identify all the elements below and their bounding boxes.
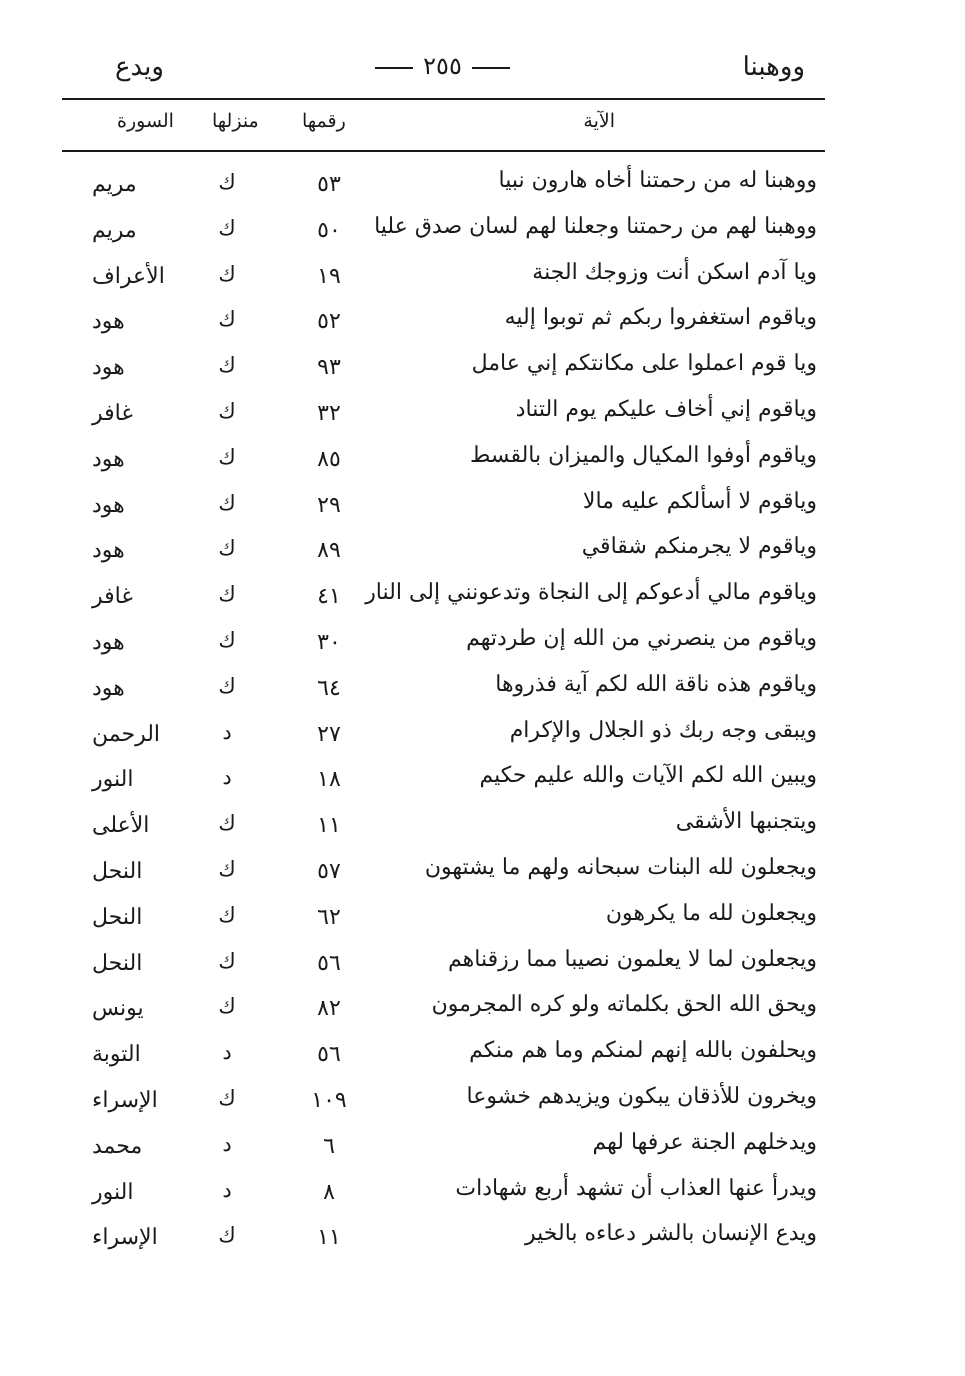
sura-name: يونس [92,996,144,1022]
sura-name: هود [92,538,125,564]
sura-name: هود [92,629,125,655]
sura-name: مريم [92,172,137,197]
table-row [62,160,825,206]
verse-text: ويجعلون لله ما يكرهون [605,900,817,926]
verse-text: وياقوم أوفوا المكيال والميزان بالقسط [469,442,817,468]
revelation-place: ك [218,536,236,561]
table-row [62,389,825,435]
table-row [62,664,825,710]
sura-name: هود [92,446,125,472]
revelation-place: ك [218,673,236,698]
sura-name: الإسراء [92,1087,158,1113]
verse-text: ويدرأ عنها العذاب أن تشهد أربع شهادات [455,1175,817,1201]
table-row [62,984,825,1030]
verse-number: ٨٩ [317,538,341,564]
verse-number: ٣٠ [317,629,341,655]
verse-text: ويدخلهم الجنة عرفها لهم [592,1129,817,1155]
sura-name: النحل [92,950,143,976]
verse-text: ويبين الله لكم الآيات والله عليم حكيم [479,763,817,789]
sura-name: النور [92,767,134,793]
revelation-place: ك [218,811,236,836]
column-header-verse: الآية [583,110,615,132]
running-head [60,52,825,96]
last-entry-word: ويدع [115,52,164,82]
page-number: ٢٥٥ [423,52,462,80]
verse-text: ويحلفون بالله إنهم لمنكم وما هم منكم [469,1038,817,1064]
table-row [62,618,825,664]
table-row [62,1076,825,1122]
sura-name: هود [92,309,125,335]
revelation-place: ك [218,902,236,927]
verse-number: ٣٢ [317,400,341,426]
column-header-place: منزلها [212,110,259,132]
verse-text: وياقوم مالي أدعوكم إلى النجاة وتدعونني إلى النار [365,580,817,606]
verse-number: ٥٧ [317,858,341,884]
table-row [62,939,825,985]
revelation-place: ك [218,170,236,194]
verse-text: ويا آدم اسكن أنت وزوجك الجنة [532,259,817,285]
table-row [62,1213,825,1259]
revelation-place: ك [218,1085,236,1110]
table-row [62,481,825,527]
revelation-place: ك [218,490,236,515]
verse-number: ٦ [323,1133,335,1159]
verse-text: وياقوم لا أسألكم عليه مالا [582,488,817,514]
sura-name: غافر [92,584,133,610]
revelation-place: ك [218,627,236,652]
column-header-rule [62,150,825,152]
table-row [62,343,825,389]
revelation-place: ك [218,994,236,1019]
sura-name: الأعراف [92,263,165,289]
header-rule [62,98,825,100]
revelation-place: ك [218,444,236,469]
verse-text: ويا قوم اعملوا على مكانتكم إني عامل [471,351,817,377]
verse-number: ٥٣ [317,172,341,197]
first-entry-word: ووهبنا [742,52,805,82]
table-row [62,206,825,252]
verse-number: ٤١ [317,584,341,610]
verse-text: ويبقى وجه ربك ذو الجلال والإكرام [509,717,817,743]
verse-number: ١٩ [317,263,341,289]
column-headers [62,110,825,142]
sura-name: النحل [92,904,143,930]
verse-text: وياقوم هذه ناقة الله لكم آية فذروها [495,671,817,697]
revelation-place: د [222,765,232,790]
sura-name: محمد [92,1133,143,1159]
sura-name: هود [92,492,125,518]
column-header-number: رقمها [302,110,346,132]
revelation-place: ك [218,582,236,607]
column-header-sura: السورة [117,110,174,132]
verse-number: ٦٢ [317,904,341,930]
revelation-place: ك [218,261,236,286]
verse-number: ٥٦ [317,1042,341,1068]
table-row [62,297,825,343]
verse-text: وياقوم لا يجرمنكم شقاقي [581,534,817,560]
verse-number: ٨٢ [317,996,341,1022]
revelation-place: ك [218,353,236,378]
dash-right [375,67,413,69]
revelation-place: د [222,1131,232,1156]
table-row [62,572,825,618]
verse-text: ويدع الإنسان بالشر دعاءه بالخير [525,1221,817,1247]
sura-name: التوبة [92,1042,141,1068]
verse-number: ٢٩ [317,492,341,518]
verse-text: ووهبنا لهم من رحمتنا وجعلنا لهم لسان صدق عليا [374,213,817,239]
verse-number: ١٠٩ [311,1087,347,1113]
table-row [62,755,825,801]
table-row [62,252,825,298]
sura-name: الأعلى [92,813,150,839]
sura-name: الرحمن [92,721,161,747]
verse-number: ١١ [317,1225,341,1251]
verse-number: ٢٧ [317,721,341,747]
verse-text: وياقوم استغفروا ربكم ثم توبوا إليه [504,305,817,331]
table-row [62,847,825,893]
verse-text: ويجعلون لله البنات سبحانه ولهم ما يشتهون [424,854,817,880]
verse-number: ١٨ [317,767,341,793]
verse-number: ٩٣ [317,355,341,381]
verse-text: وياقوم من ينصرني من الله إن طردتهم [466,625,817,651]
revelation-place: ك [218,856,236,881]
verse-number: ٥٦ [317,950,341,976]
revelation-place: ك [218,215,236,240]
table-row [62,1030,825,1076]
table-row [62,1122,825,1168]
table-row [62,801,825,847]
verse-number: ٨ [323,1179,335,1205]
dash-left [472,67,510,69]
revelation-place: ك [218,1223,236,1248]
verse-text: ووهبنا له من رحمتنا أخاه هارون نبيا [498,168,817,193]
revelation-place: د [222,1040,232,1065]
verse-number: ٦٤ [317,675,341,701]
verse-text: ويحق الله الحق بكلماته ولو كره المجرمون [431,992,817,1018]
page-number-block [60,52,825,80]
verse-text: وياقوم إني أخاف عليكم يوم التناد [515,396,817,422]
revelation-place: د [222,719,232,744]
sura-name: غافر [92,400,133,426]
revelation-place: ك [218,307,236,332]
table-row [62,710,825,756]
sura-name: هود [92,355,125,381]
table-row [62,1168,825,1214]
verse-number: ٨٥ [317,446,341,472]
revelation-place: ك [218,948,236,973]
revelation-place: ك [218,398,236,423]
verse-number: ٥٠ [317,217,341,243]
verse-number: ٥٢ [317,309,341,335]
verse-number: ١١ [317,813,341,839]
verse-text: ويتجنبها الأشقى [675,809,817,835]
sura-name: الإسراء [92,1225,158,1251]
verse-text: ويجعلون لما لا يعلمون نصيبا مما رزقناهم [448,946,817,972]
table-row [62,893,825,939]
table-row [62,435,825,481]
verse-index-list [62,160,825,1259]
sura-name: مريم [92,217,137,243]
sura-name: النحل [92,858,143,884]
sura-name: هود [92,675,125,701]
table-row [62,526,825,572]
sura-name: النور [92,1179,134,1205]
verse-text: ويخرون للأذقان يبكون ويزيدهم خشوعا [466,1083,817,1109]
revelation-place: د [222,1177,232,1202]
